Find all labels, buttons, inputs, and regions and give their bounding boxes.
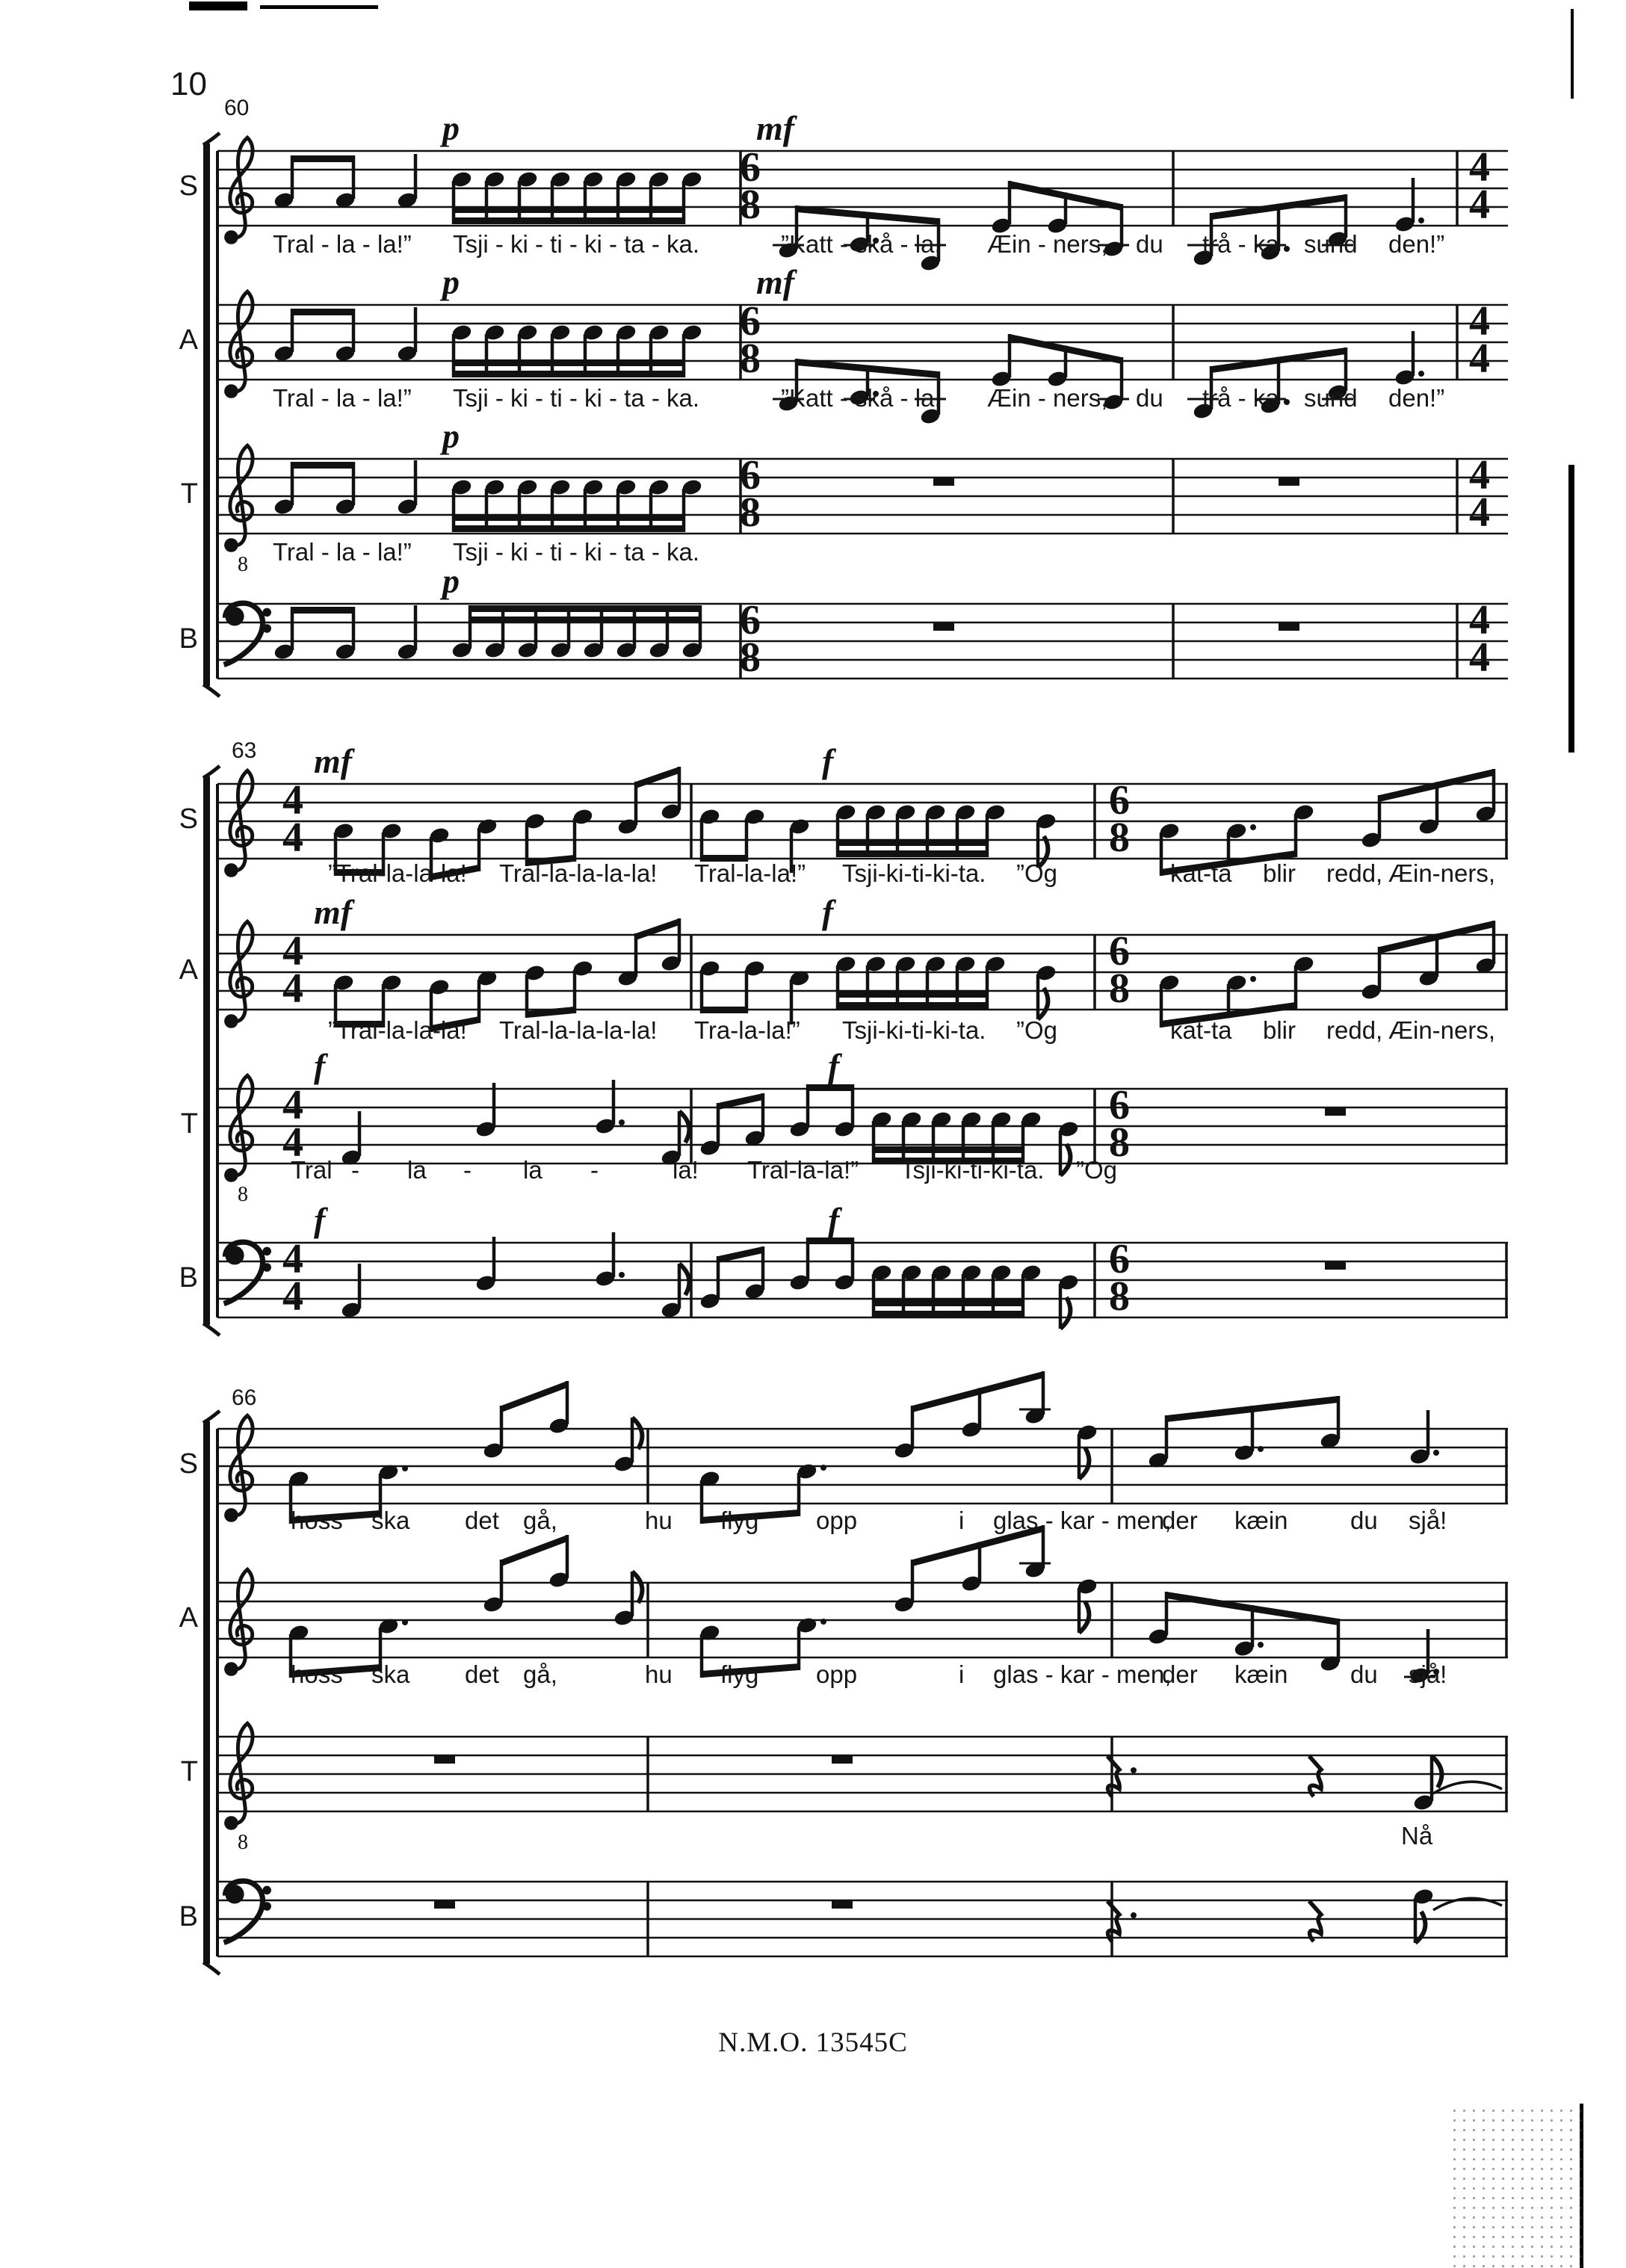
lyric-syllable: gå, bbox=[523, 1507, 557, 1534]
dynamic-marking: f bbox=[314, 1047, 326, 1085]
bracket-hook bbox=[203, 685, 220, 696]
whole-rest bbox=[933, 622, 954, 631]
dynamic-marking: mf bbox=[314, 893, 353, 931]
lyric-syllable: ”Tral-la-la-la! bbox=[328, 859, 467, 887]
beam bbox=[454, 359, 684, 366]
time-sig-numerator: 4 bbox=[1469, 144, 1490, 191]
lyric-syllable: flyg bbox=[720, 1507, 759, 1534]
lyric-syllable: Tral bbox=[291, 1156, 333, 1184]
beam bbox=[292, 462, 353, 469]
lyric-syllable: Tsji - ki - ti - ki - ta - ka. bbox=[453, 538, 699, 566]
augmentation-dot bbox=[1258, 1446, 1264, 1452]
augmentation-dot bbox=[1250, 824, 1256, 830]
lyric-syllable: Æin-ners, bbox=[1388, 1016, 1496, 1044]
scan-artifact-right-bar bbox=[1568, 465, 1574, 753]
lyric-syllable: la bbox=[407, 1156, 427, 1184]
treble-clef-icon bbox=[224, 1569, 253, 1676]
lyric-syllable: Nå bbox=[1401, 1822, 1433, 1850]
beam bbox=[454, 514, 684, 521]
dynamic-marking: mf bbox=[756, 263, 795, 301]
augmentation-dot bbox=[1418, 217, 1424, 223]
lyric-syllable: Tsji - ki - ti - ki - ta - ka. bbox=[453, 384, 699, 412]
beam bbox=[501, 1381, 567, 1412]
time-sig-numerator: 4 bbox=[1469, 452, 1490, 498]
beam bbox=[292, 309, 353, 315]
time-sig-denominator: 4 bbox=[1469, 336, 1490, 382]
lyric-syllable: Tsji-ki-ti-ki-ta. bbox=[842, 859, 986, 887]
bracket-hook bbox=[203, 766, 220, 778]
time-sig-denominator: 8 bbox=[740, 336, 761, 382]
dynamic-marking: f bbox=[828, 1047, 840, 1085]
staff-label: A bbox=[179, 1602, 198, 1634]
lyric-syllable: ska bbox=[371, 1660, 410, 1688]
time-signature bbox=[269, 1236, 317, 1320]
lyric-syllable: blir bbox=[1263, 859, 1296, 887]
lyric-syllable: redd, bbox=[1326, 859, 1383, 887]
dynamic-marking: f bbox=[314, 1201, 326, 1239]
bracket-hook bbox=[203, 1411, 220, 1423]
lyric-syllable: den!” bbox=[1388, 230, 1445, 258]
lyric-syllable: flyg bbox=[720, 1660, 759, 1688]
beam bbox=[838, 839, 987, 846]
time-sig-numerator: 6 bbox=[740, 452, 761, 498]
augmentation-dot bbox=[619, 1272, 625, 1278]
augmentation-dot bbox=[820, 1619, 826, 1625]
time-sig-numerator: 4 bbox=[1469, 298, 1490, 344]
lyric-syllable: gå, bbox=[523, 1660, 557, 1688]
lyric-syllable: glas - kar - men, bbox=[993, 1507, 1172, 1534]
beam bbox=[470, 617, 700, 623]
lyric-syllable: redd, bbox=[1326, 1016, 1383, 1044]
lyric-syllable: Tral-la-la!” bbox=[747, 1156, 859, 1184]
time-signature bbox=[1095, 777, 1143, 861]
lyric-syllable: Æin-ners, bbox=[1388, 859, 1496, 887]
tie-slur bbox=[1433, 1782, 1502, 1793]
time-signature bbox=[269, 1082, 317, 1166]
lyric-syllable: Tsji - ki - ti - ki - ta - ka. bbox=[453, 230, 699, 258]
lyric-syllable: Æin - ners, bbox=[987, 384, 1108, 412]
treble-clef-icon bbox=[224, 921, 253, 1028]
dynamic-marking: mf bbox=[314, 742, 353, 780]
lyric-syllable: ska bbox=[371, 1507, 410, 1534]
whole-rest bbox=[832, 1755, 853, 1764]
augmentation-dot bbox=[1418, 371, 1424, 377]
page-number: 10 bbox=[170, 66, 207, 102]
dynamic-marking: p bbox=[442, 562, 460, 600]
scan-artifact-right-top bbox=[1571, 9, 1574, 99]
lyric-syllable: sjå! bbox=[1409, 1660, 1447, 1688]
whole-rest bbox=[1325, 1107, 1346, 1116]
beam bbox=[470, 605, 700, 612]
bass-clef-icon bbox=[224, 1881, 271, 1942]
quarter-rest bbox=[1107, 1756, 1119, 1796]
measure-number: 66 bbox=[232, 1385, 257, 1410]
treble-clef-icon bbox=[224, 1415, 253, 1522]
time-sig-numerator: 6 bbox=[1109, 777, 1130, 824]
beam bbox=[718, 1246, 763, 1263]
beam bbox=[838, 991, 987, 998]
bracket-hook bbox=[203, 133, 220, 145]
system-bracket bbox=[203, 143, 210, 686]
octave-8-mark: 8 bbox=[238, 553, 248, 576]
time-sig-denominator: 4 bbox=[282, 965, 303, 1012]
whole-rest bbox=[933, 478, 954, 486]
augmentation-dot bbox=[1131, 1912, 1137, 1918]
lyric-syllable: la! bbox=[673, 1156, 699, 1184]
lyric-syllable: Tra-la-la!” bbox=[694, 1016, 800, 1044]
lyric-syllable: det bbox=[465, 1660, 499, 1688]
footer-plate-number: N.M.O. 13545C bbox=[718, 2027, 908, 2058]
time-signature bbox=[1095, 1236, 1143, 1320]
staff-label: S bbox=[179, 170, 198, 202]
beam bbox=[874, 1300, 1023, 1306]
augmentation-dot bbox=[820, 1465, 826, 1471]
time-sig-numerator: 6 bbox=[1109, 1236, 1130, 1282]
lyric-syllable: kat-ta bbox=[1170, 859, 1232, 887]
treble-clef-icon bbox=[224, 1075, 253, 1182]
time-sig-denominator: 8 bbox=[1109, 1119, 1130, 1166]
scan-artifact-halftone bbox=[1450, 2106, 1584, 2268]
time-signature bbox=[1095, 928, 1143, 1012]
time-sig-numerator: 6 bbox=[740, 597, 761, 643]
staff-label: T bbox=[180, 478, 198, 510]
lyric-syllable: kat-ta bbox=[1170, 1016, 1232, 1044]
time-signature bbox=[1456, 144, 1503, 228]
staff-label: S bbox=[179, 803, 198, 835]
time-sig-numerator: 6 bbox=[740, 144, 761, 191]
time-signature bbox=[726, 452, 774, 536]
treble-clef-icon bbox=[224, 445, 253, 552]
lyric-syllable: kæin bbox=[1234, 1660, 1288, 1688]
time-signature bbox=[269, 928, 317, 1012]
lyric-syllable: du bbox=[1136, 384, 1163, 412]
lyric-syllable: glas - kar - men, bbox=[993, 1660, 1172, 1688]
whole-rest bbox=[434, 1900, 455, 1909]
whole-rest bbox=[1279, 622, 1299, 631]
lyric-syllable: trå - ka bbox=[1202, 230, 1279, 258]
time-sig-denominator: 4 bbox=[282, 815, 303, 861]
whole-rest bbox=[832, 1900, 853, 1909]
lyric-syllable: - bbox=[463, 1156, 472, 1184]
lyric-syllable: Tral - la - la!” bbox=[273, 538, 412, 566]
augmentation-dot bbox=[1284, 246, 1290, 252]
beam bbox=[454, 371, 684, 377]
treble-clef-icon bbox=[224, 291, 253, 398]
beam bbox=[454, 206, 684, 213]
beam bbox=[912, 1371, 1043, 1412]
lyric-syllable: Tral-la-la-la-la! bbox=[499, 1016, 658, 1044]
time-signature bbox=[726, 144, 774, 228]
time-sig-denominator: 4 bbox=[1469, 182, 1490, 228]
time-sig-numerator: 6 bbox=[1109, 928, 1130, 974]
lyric-syllable: hu bbox=[645, 1660, 673, 1688]
measure-number: 63 bbox=[232, 738, 257, 763]
lyric-syllable: du bbox=[1350, 1660, 1378, 1688]
lyric-syllable: opp bbox=[816, 1507, 858, 1534]
augmentation-dot bbox=[1131, 1767, 1137, 1773]
dynamic-marking: p bbox=[442, 263, 460, 301]
time-sig-denominator: 8 bbox=[1109, 815, 1130, 861]
system-bracket bbox=[203, 776, 210, 1325]
lyric-syllable: sund bbox=[1304, 384, 1358, 412]
bass-clef-icon bbox=[224, 603, 271, 664]
time-signature bbox=[726, 298, 774, 382]
staff-label: A bbox=[179, 954, 198, 986]
beam bbox=[636, 918, 679, 940]
lyric-syllable: Tral - la - la!” bbox=[273, 384, 412, 412]
measure-number: 60 bbox=[224, 96, 250, 120]
beam bbox=[292, 607, 353, 614]
lyric-syllable: i bbox=[959, 1660, 965, 1688]
beam bbox=[636, 767, 679, 788]
time-signature bbox=[1456, 597, 1503, 681]
bracket-hook bbox=[203, 1323, 220, 1335]
lyric-syllable: trå - ka bbox=[1202, 384, 1279, 412]
lyric-syllable: sjå! bbox=[1409, 1507, 1447, 1534]
beam bbox=[838, 850, 987, 857]
time-sig-denominator: 4 bbox=[282, 1119, 303, 1166]
bracket-hook bbox=[203, 1962, 220, 1974]
lyric-syllable: hu bbox=[645, 1507, 673, 1534]
lyric-syllable: Tral-la-la!” bbox=[694, 859, 806, 887]
treble-clef-icon bbox=[224, 137, 253, 244]
whole-rest bbox=[1279, 478, 1299, 486]
lyric-syllable: hoss bbox=[291, 1507, 343, 1534]
quarter-rest bbox=[1309, 1756, 1321, 1796]
beam bbox=[292, 155, 353, 162]
dynamic-marking: f bbox=[822, 742, 834, 780]
lyric-syllable: hoss bbox=[291, 1660, 343, 1688]
time-sig-numerator: 4 bbox=[282, 777, 303, 824]
staff-label: A bbox=[179, 324, 198, 356]
lyric-syllable: Tral-la-la-la-la! bbox=[499, 859, 658, 887]
augmentation-dot bbox=[1433, 1450, 1439, 1456]
lyric-syllable: la bbox=[523, 1156, 542, 1184]
lyric-syllable: der bbox=[1162, 1660, 1198, 1688]
time-sig-denominator: 8 bbox=[740, 634, 761, 681]
lyric-syllable: sund bbox=[1304, 230, 1358, 258]
lyric-syllable: ”Og bbox=[1076, 1156, 1118, 1184]
system-bracket bbox=[203, 1421, 210, 1964]
staff-label: T bbox=[180, 1108, 198, 1140]
staff-label: T bbox=[180, 1756, 198, 1787]
lyric-syllable: du bbox=[1136, 230, 1163, 258]
augmentation-dot bbox=[1258, 1642, 1264, 1648]
lyric-syllable: blir bbox=[1263, 1016, 1296, 1044]
time-sig-denominator: 8 bbox=[740, 489, 761, 536]
octave-8-mark: 8 bbox=[238, 1183, 248, 1206]
beam bbox=[501, 1535, 567, 1566]
time-sig-denominator: 4 bbox=[282, 1273, 303, 1320]
time-sig-numerator: 4 bbox=[282, 1236, 303, 1282]
lyric-syllable: kæin bbox=[1234, 1507, 1288, 1534]
time-sig-denominator: 4 bbox=[1469, 489, 1490, 536]
augmentation-dot bbox=[402, 1465, 408, 1471]
beam bbox=[874, 1146, 1023, 1153]
staff-label: S bbox=[179, 1448, 198, 1480]
lyric-syllable: der bbox=[1162, 1507, 1198, 1534]
lyric-syllable: Tsji-ki-ti-ki-ta. bbox=[842, 1016, 986, 1044]
time-signature bbox=[269, 777, 317, 861]
augmentation-dot bbox=[1250, 976, 1256, 982]
time-sig-numerator: 6 bbox=[740, 298, 761, 344]
scan-artifact-top-left-2 bbox=[260, 5, 378, 9]
lyric-syllable: det bbox=[465, 1507, 499, 1534]
dynamic-marking: p bbox=[442, 109, 460, 147]
staff-label: B bbox=[179, 1262, 198, 1294]
augmentation-dot bbox=[1284, 399, 1290, 405]
staff-label: B bbox=[179, 1901, 198, 1932]
augmentation-dot bbox=[402, 1619, 408, 1625]
bass-clef-icon bbox=[224, 1242, 271, 1303]
lyric-syllable: - bbox=[351, 1156, 359, 1184]
lyric-syllable: ”Og bbox=[1016, 859, 1058, 887]
dynamic-marking: p bbox=[442, 417, 460, 455]
lyric-syllable: ”Og bbox=[1016, 1016, 1058, 1044]
time-sig-denominator: 4 bbox=[1469, 634, 1490, 681]
time-signature bbox=[1095, 1082, 1143, 1166]
lyric-syllable: Tsji-ki-ti-ki-ta. bbox=[900, 1156, 1045, 1184]
time-sig-denominator: 8 bbox=[740, 182, 761, 228]
treble-clef-icon bbox=[224, 770, 253, 877]
beam bbox=[702, 1007, 746, 1013]
treble-clef-icon bbox=[224, 1723, 253, 1830]
beam bbox=[454, 217, 684, 224]
quarter-rest bbox=[1309, 1901, 1321, 1941]
beam bbox=[454, 525, 684, 532]
dynamic-marking: mf bbox=[756, 109, 795, 147]
lyric-syllable: den!” bbox=[1388, 384, 1445, 412]
scan-artifact-top-left bbox=[189, 1, 247, 10]
time-sig-numerator: 6 bbox=[1109, 1082, 1130, 1128]
time-sig-numerator: 4 bbox=[282, 928, 303, 974]
staff-label: B bbox=[179, 623, 198, 655]
lyric-syllable: du bbox=[1350, 1507, 1378, 1534]
time-sig-denominator: 8 bbox=[1109, 1273, 1130, 1320]
time-sig-denominator: 8 bbox=[1109, 965, 1130, 1012]
lyric-syllable: ”Tral-la-la-la! bbox=[328, 1016, 467, 1044]
lyric-syllable: i bbox=[959, 1507, 965, 1534]
time-signature bbox=[726, 597, 774, 681]
lyric-syllable: - bbox=[590, 1156, 599, 1184]
lyric-syllable: opp bbox=[816, 1660, 858, 1688]
lyric-syllable: ”Katt - skå - la, bbox=[781, 384, 942, 412]
time-sig-numerator: 4 bbox=[1469, 597, 1490, 643]
whole-rest bbox=[434, 1755, 455, 1764]
time-sig-numerator: 4 bbox=[282, 1082, 303, 1128]
beam bbox=[874, 1311, 1023, 1317]
time-signature bbox=[1456, 298, 1503, 382]
lyric-syllable: ”Katt - skå - la, bbox=[781, 230, 942, 258]
dynamic-marking: f bbox=[822, 893, 834, 931]
time-signature bbox=[1456, 452, 1503, 536]
beam bbox=[838, 1002, 987, 1009]
lyric-syllable: Æin - ners, bbox=[987, 230, 1108, 258]
whole-rest bbox=[1325, 1261, 1346, 1270]
augmentation-dot bbox=[619, 1119, 625, 1125]
octave-8-mark: 8 bbox=[238, 1831, 248, 1854]
quarter-rest bbox=[1107, 1901, 1119, 1941]
dynamic-marking: f bbox=[828, 1201, 840, 1239]
lyric-syllable: Tral - la - la!” bbox=[273, 230, 412, 258]
